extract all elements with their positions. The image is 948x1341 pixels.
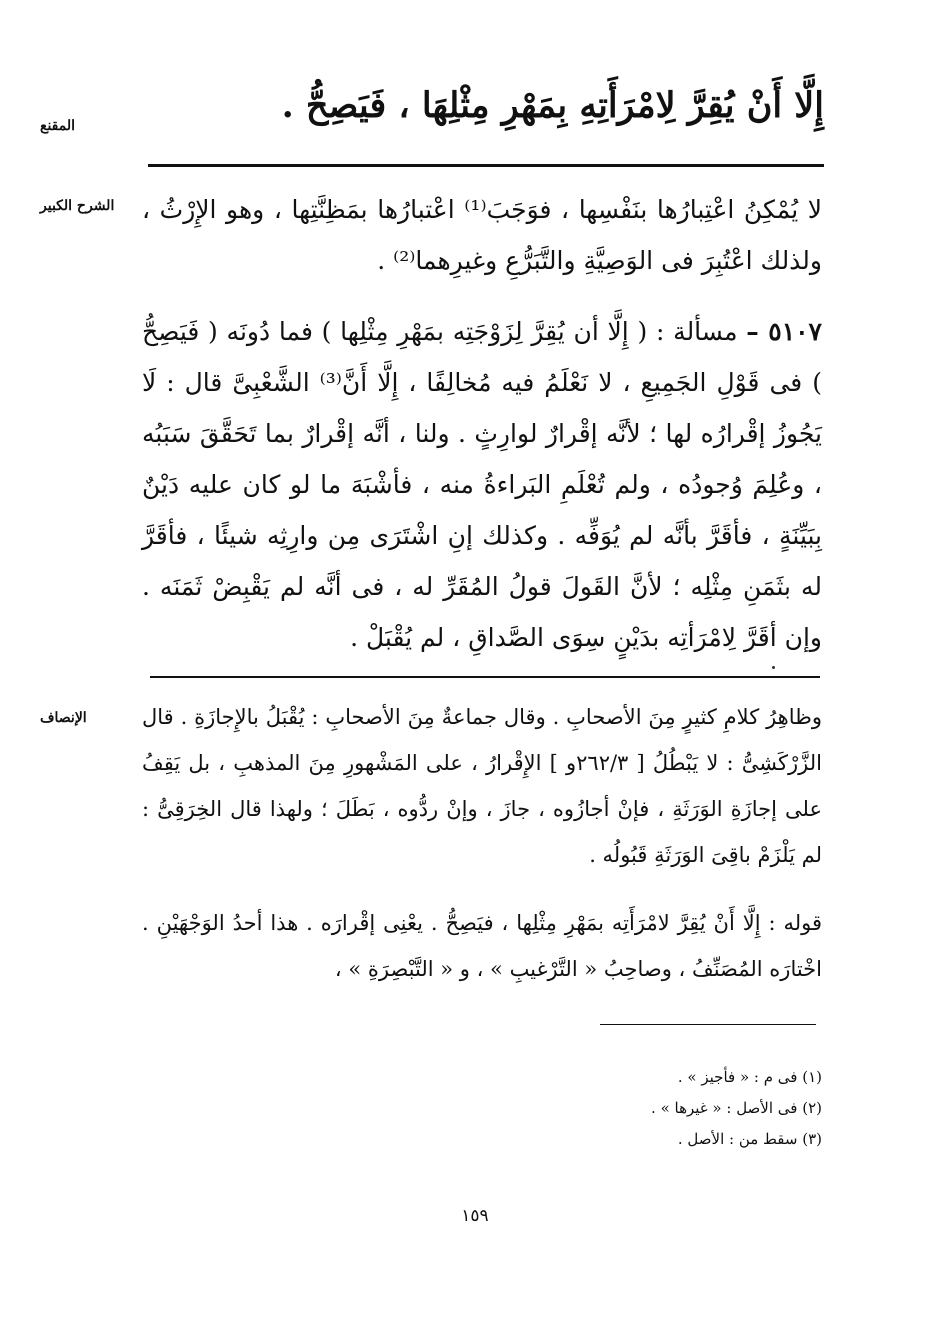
section-divider: [150, 676, 820, 678]
issue-number: ٥١٠٧ –: [746, 317, 822, 346]
muqni-text: إِلَّا أَنْ يُقِرَّ لِامْرَأَتِهِ بِمَهْرِ مِثْلِهَا ، فَيَصِحُّ .: [281, 85, 824, 126]
muqni-side-label: المقنع: [40, 118, 76, 134]
sharh-side-label: الشرح الكبير: [40, 198, 115, 214]
sharh-section: [142, 184, 822, 663]
footnote-3: (٣) سقط من : الأصل .: [677, 1130, 822, 1148]
footnote-divider: [600, 1024, 816, 1025]
sharh-paragraph-1: لا يُمْكِنُ اعْتِبارُها بنَفْسِها ، فوَجَبَ⁽¹⁾ اعْتبارُها بمَظِنَّتِها ، وهو الإِرْثُ ، ولذلك اعْتُبِرَ فى الوَصِيَّةِ والتَّبَرُّعِ وغيرِهما⁽²⁾ .: [142, 195, 823, 275]
insaf-side-label: الإنصاف: [40, 710, 87, 726]
insaf-paragraph-2: قوله : إِلَّا أَنْ يُقِرَّ لامْرَأَتِه بمَهْرِ مِثْلِها ، فيَصِحُّ . يعْنِى إقْرارَه . هذا أحدُ الوَجْهَيْنِ . اخْتارَه المُصَنِّفُ ، وصاحِبُ « التَّرْغيبِ » ، و « التَّبْصِرَةِ » ،: [142, 911, 823, 981]
page-number: ١٥٩: [461, 1206, 489, 1226]
speck: [772, 666, 775, 669]
sharh-paragraph-2: [142, 306, 822, 663]
header-divider: [148, 164, 824, 167]
footnotes: [560, 1062, 822, 1155]
insaf-section: [142, 694, 822, 992]
sharh-paragraph-2-text: مسألة : ( إِلَّا أن يُقِرَّ لِزَوْجَتِه بمَهْرِ مِثْلِها ) فما دُونَه ( فَيَصِحُّ ) فى قَوْلِ الجَمِيعِ ، لا نَعْلَمُ فيه مُخالِفًا ، إِلَّا أَنَّ⁽³⁾ الشَّعْبِىَّ قال : لَا يَجُوزُ إقْرارُه لها ؛ لأنَّه إقْرارٌ لوارِثٍ . ولنا ، أنَّه إقْرارٌ بما تَحَقَّقَ سَبَبُه ، وعُلِمَ وُجودُه ، ولم تُعْلَمِ البَراءةُ منه ، فأشْبَهَ ما لو كان عليه دَيْنٌ بِبَيِّنَةٍ ، فأقَرَّ بأنَّه لم يُوَفِّه . وكذلك إنِ اشْتَرَى مِن وارِثِه شيئًا ، فأقَرَّ له بثَمَنِ مِثْلِه ؛ لأنَّ القَولَ قولُ المُقَرِّ له ، فى أنَّه لم يَقْبِضْ ثَمَنَه . وإن أقَرَّ لِامْرَأتِه بدَيْنٍ سِوَى الصَّداقِ ، لم يُقْبَلْ .: [142, 317, 822, 652]
insaf-paragraph-1: وظاهِرُ كلامِ كثيرٍ مِنَ الأصحابِ . وقال جماعةٌ مِنَ الأصحابِ : يُقْبَلُ بالإِجازَةِ . قال الزَّرْكَشِىُّ : لا يَبْطُلُ [ ٢٦٢/٣و ] الإِقْرارُ ، على المَشْهورِ مِنَ المذهبِ ، بل يَقِفُ على إجازَةِ الوَرَثَةِ ، فإنْ أجازُوه ، جازَ ، وإنْ ردُّوه ، بَطَلَ ؛ ولهذا قال الخِرَقِىُّ : لم يَلْزَمْ باقِىَ الوَرَثَةِ قَبُولُه .: [142, 705, 822, 867]
footnote-2: (٢) فى الأصل : « غيرها » .: [651, 1099, 822, 1117]
footnote-1: (١) فى م : « فأجيز » .: [677, 1068, 822, 1086]
